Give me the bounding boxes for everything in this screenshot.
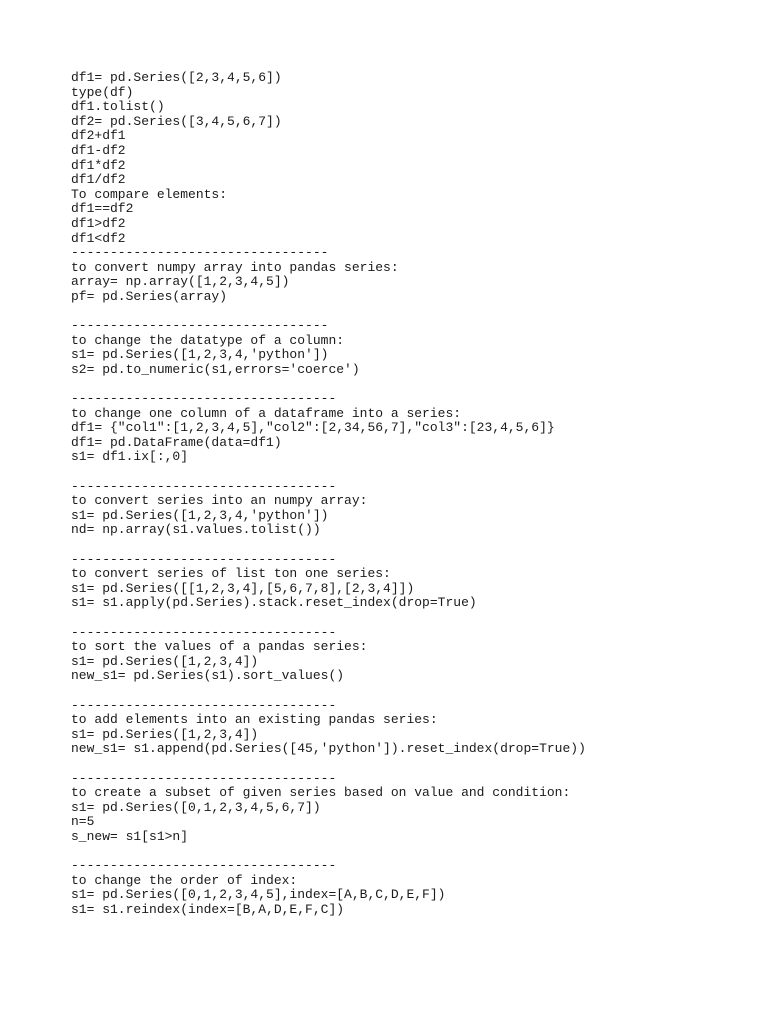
- document-body: [71, 71, 751, 917]
- text-line: s1= pd.Series([0,1,2,3,4,5,6,7]): [71, 799, 321, 815]
- text-line: df1<df2: [71, 230, 126, 246]
- text-line: array= np.array([1,2,3,4,5]): [71, 274, 290, 290]
- text-line: ----------------------------------: [71, 770, 337, 786]
- text-line: type(df): [71, 84, 134, 100]
- text-line: df1==df2: [71, 201, 134, 217]
- text-line: to convert series into an numpy array:: [71, 493, 368, 509]
- text-line: s1= pd.Series([1,2,3,4,'python']): [71, 347, 329, 363]
- text-line: [71, 538, 751, 553]
- text-line: s1= pd.Series([[1,2,3,4],[5,6,7,8],[2,3,4]]): [71, 580, 415, 596]
- text-line: [71, 377, 751, 392]
- text-line: ---------------------------------: [71, 245, 329, 261]
- text-line: s1= df1.ix[:,0]: [71, 449, 189, 465]
- text-line: pf= pd.Series(array): [71, 288, 228, 304]
- text-line: s1= pd.Series([1,2,3,4,'python']): [71, 507, 329, 523]
- text-line: nd= np.array(s1.values.tolist()): [71, 522, 321, 538]
- text-line: ----------------------------------: [71, 391, 337, 407]
- text-line: to convert numpy array into pandas series:: [71, 259, 399, 275]
- text-line: new_s1= s1.append(pd.Series([45,'python']).reset_index(drop=True)): [71, 741, 586, 757]
- text-line: df1*df2: [71, 157, 126, 173]
- text-line: s1= s1.apply(pd.Series).stack.reset_index(drop=True): [71, 595, 477, 611]
- text-line: to change one column of a dataframe into a series:: [71, 405, 462, 421]
- text-line: df1>df2: [71, 215, 126, 231]
- text-line: [71, 465, 751, 480]
- text-line: df2= pd.Series([3,4,5,6,7]): [71, 113, 282, 129]
- text-line: [71, 757, 751, 772]
- text-line: df1.tolist(): [71, 99, 165, 115]
- text-line: ----------------------------------: [71, 624, 337, 640]
- text-line: to change the datatype of a column:: [71, 332, 345, 348]
- text-line: ----------------------------------: [71, 858, 337, 874]
- text-line: ---------------------------------: [71, 318, 329, 334]
- text-line: [71, 611, 751, 626]
- text-line: To compare elements:: [71, 186, 228, 202]
- text-line: ----------------------------------: [71, 697, 337, 713]
- text-line: to sort the values of a pandas series:: [71, 639, 368, 655]
- text-line: [71, 684, 751, 699]
- text-line: ----------------------------------: [71, 551, 337, 567]
- text-line: new_s1= pd.Series(s1).sort_values(): [71, 668, 345, 684]
- text-line: s1= s1.reindex(index=[B,A,D,E,F,C]): [71, 901, 345, 917]
- text-line: df1= pd.Series([2,3,4,5,6]): [71, 70, 282, 85]
- text-line: to add elements into an existing pandas series:: [71, 712, 438, 728]
- text-line: ----------------------------------: [71, 478, 337, 494]
- text-line: df1-df2: [71, 142, 126, 158]
- text-line: s_new= s1[s1>n]: [71, 828, 189, 844]
- text-line: n=5: [71, 814, 95, 830]
- text-line: to change the order of index:: [71, 872, 298, 888]
- text-line: df1= pd.DataFrame(data=df1): [71, 434, 282, 450]
- text-line: [71, 305, 751, 320]
- text-line: [71, 844, 751, 859]
- text-line: s1= pd.Series([1,2,3,4]): [71, 653, 259, 669]
- text-line: s2= pd.to_numeric(s1,errors='coerce'): [71, 361, 360, 377]
- text-line: s1= pd.Series([0,1,2,3,4,5],index=[A,B,C,D,E,F]): [71, 887, 446, 903]
- text-line: df2+df1: [71, 128, 126, 144]
- text-line: s1= pd.Series([1,2,3,4]): [71, 726, 259, 742]
- text-line: to convert series of list ton one series:: [71, 566, 391, 582]
- text-line: to create a subset of given series based on value and condition:: [71, 785, 571, 801]
- text-line: df1= {"col1":[1,2,3,4,5],"col2":[2,34,56,7],"col3":[23,4,5,6]}: [71, 420, 555, 436]
- text-line: df1/df2: [71, 172, 126, 188]
